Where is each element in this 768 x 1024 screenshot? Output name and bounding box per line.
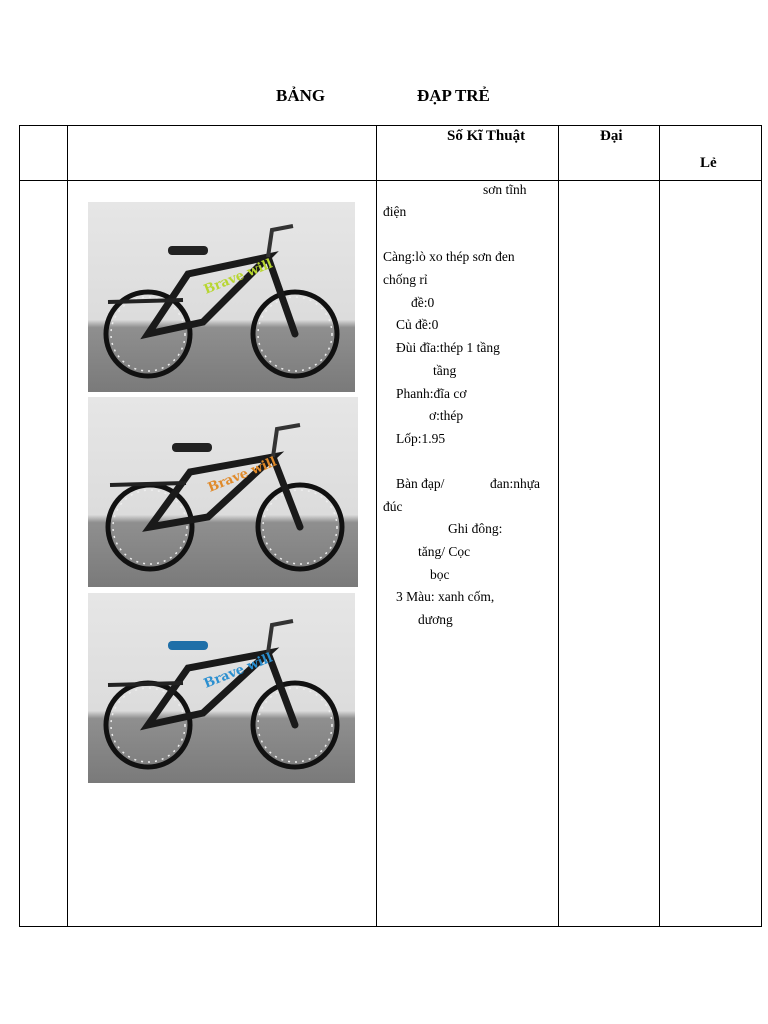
header-cell-le	[660, 126, 762, 181]
spec-line: Củ đề:0	[396, 317, 439, 332]
cell-images	[68, 181, 377, 927]
table-row	[20, 181, 762, 927]
bicycle-icon	[88, 397, 358, 587]
header-le: Lẻ	[700, 155, 717, 171]
spec-line: Lốp:1.95	[396, 431, 446, 446]
decal-text-1: Brave will	[201, 256, 275, 298]
header-cell-image	[68, 126, 377, 181]
spec-line: Càng:lò xo thép sơn đen	[383, 249, 515, 264]
spec-line: Đùi đĩa:thép 1 tầng	[396, 340, 500, 355]
spec-line: điện	[383, 204, 407, 219]
document-title	[0, 86, 768, 110]
header-cell-spec	[377, 126, 559, 181]
spec-line: ơ:thép	[429, 408, 464, 423]
header-spec: Số Kĩ Thuật	[447, 128, 526, 144]
cell-index	[20, 181, 68, 927]
title-left: BẢNG	[276, 86, 326, 105]
spec-line: chống rỉ	[383, 272, 428, 287]
title-right: ĐẠP TRẺ	[417, 86, 490, 105]
spec-line: dương	[418, 612, 453, 627]
product-table	[19, 125, 762, 927]
cell-dai	[559, 181, 660, 927]
spec-line: đề:0	[411, 295, 435, 310]
spec-line: 3 Màu: xanh cốm,	[396, 589, 495, 604]
spec-line: tăng/ Cọc	[418, 544, 471, 559]
cell-specs	[377, 181, 559, 927]
spec-line: đúc	[383, 499, 403, 514]
bicycle-icon	[88, 202, 355, 392]
spec-line: tầng	[433, 363, 457, 378]
spec-line: Phanh:đĩa cơ	[396, 386, 467, 401]
decal-text-3: Brave will	[201, 650, 275, 692]
bicycle-photo-3	[88, 593, 355, 783]
table-header-row	[20, 126, 762, 181]
cell-le	[660, 181, 762, 927]
bicycle-photo-1	[88, 202, 355, 392]
decal-text-2: Brave will	[205, 454, 279, 496]
spec-line: đan:nhựa	[490, 476, 541, 491]
header-cell-dai	[559, 126, 660, 181]
spec-line: Ghi đông:	[448, 521, 503, 536]
header-cell-index	[20, 126, 68, 181]
bicycle-photo-2	[88, 397, 358, 587]
bicycle-icon	[88, 593, 355, 783]
spec-line: Bàn đạp/	[396, 476, 445, 491]
spec-line: sơn tĩnh	[483, 182, 527, 197]
spec-line: bọc	[430, 567, 450, 582]
header-dai: Đại	[600, 128, 623, 144]
